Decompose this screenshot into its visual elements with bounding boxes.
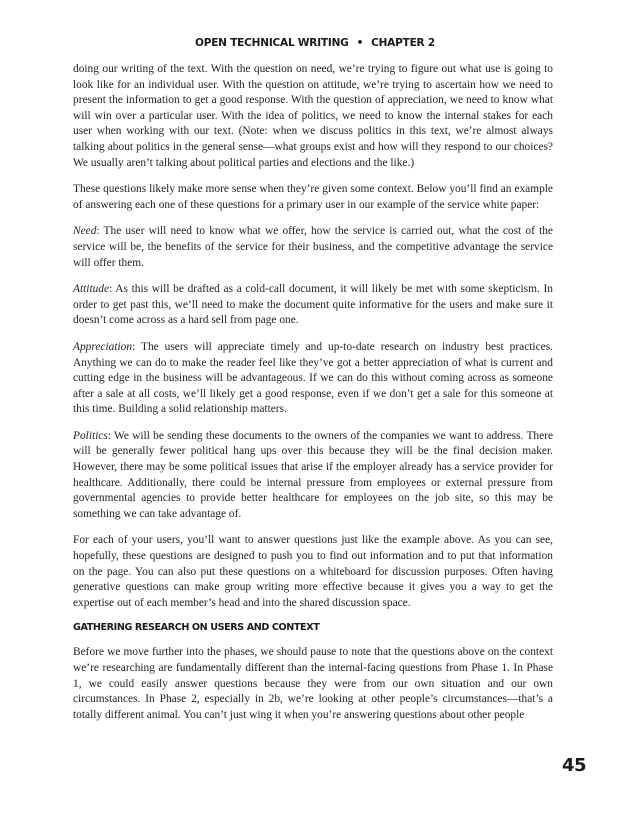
term-appreciation: Appreciation	[73, 340, 133, 353]
paragraph-attitude	[73, 282, 553, 329]
term-politics: Politics	[73, 429, 108, 442]
politics-text: : We will be sending these documents to the owners of the companies we want to address. There will be generally fewer political hang ups over this because they will be the final decision maker. However, there may be some political issues that arise if the employer already has a service provider for healthcare. Additionally, there could be internal pressure from employees or external pressure from governmental agencies to provide better healthcare for employees on the job site, so this may be something we can take advantage of.	[73, 429, 553, 520]
book-title: OPEN TECHNICAL WRITING	[194, 37, 349, 49]
appreciation-text: : The users will appreciate timely and up-to-date research on industry best practices. Anything we can do to make the reader feel like they’ve got a better appreciation of what is current and cutting edge in the business will be advantageous. If we can do this without coming across as someone after a sale at all costs, we’ll likely get a good response, even if we don’t get a sale for this someone at this time. Building a solid relationship matters.	[73, 340, 553, 416]
paragraph-before-phases: Before we move further into the phases, we should pause to note that the questions above on the context we’re researching are fundamentally different than the internal-facing questions from Phase 1. In Phase 1, we could easily answer questions because they were from our own situation and our own circumstances. In Phase 2, especially in 2b, we’re looking at other people’s circumstances—that’s a totally different animal. You can’t just wing it when you’re answering questions about other people	[73, 646, 553, 721]
need-text: : The user will need to know what we offer, how the service is carried out, what the cost of the service will be, the benefits of the service for their business, and the competitive advantage the service will offer them.	[73, 225, 553, 269]
page-body	[73, 62, 553, 734]
paragraph-answer-questions: For each of your users, you’ll want to answer questions just like the example above. As you can see, hopefully, these questions are designed to push you to find out information and to put that information on the page. You can also put these questions on a whiteboard for discussion purposes. Often having generative questions can make group writing more effective because it gives you a way to get the expertise out of each member’s head and into the shared discussion space.	[73, 534, 553, 609]
paragraph-context-example: These questions likely make more sense when they’re given some context. Below you’ll find an example of answering each one of these questions for a primary user in our example of the service white paper:	[73, 183, 553, 211]
header-separator: •	[356, 37, 364, 49]
term-need: Need	[73, 225, 97, 238]
paragraph-politics	[73, 429, 553, 523]
chapter-label: CHAPTER 2	[371, 37, 435, 49]
paragraph-intro-continuation: doing our writing of the text. With the question on need, we’re trying to figure out what use is going to look like for an individual user. With the question on attitude, we’re trying to ascertain how we need to present the information to get a good response. With the question of appreciation, we need to know what will win over a particular user. With the idea of politics, we need to know the internal stakes for each user when working with our text. (Note: when we discuss politics in this text, we’re almost always talking about politics in the general sense—what groups exist and how will they respond to our choices? We usually aren’t talking about political parties and elections and the like.)	[73, 63, 553, 169]
paragraph-need	[73, 224, 553, 271]
attitude-text: : As this will be drafted as a cold-call document, it will likely be met with some skepticism. In order to get past this, we’ll need to make the document quite informative for the users and make sure it doesn’t come across as a hard sell from page one.	[73, 283, 553, 327]
page-number: 45	[562, 755, 587, 776]
paragraph-appreciation	[73, 340, 553, 418]
section-heading: GATHERING RESEARCH ON USERS AND CONTEXT	[73, 622, 320, 634]
running-header	[0, 37, 630, 49]
term-attitude: Attitude	[73, 283, 110, 296]
